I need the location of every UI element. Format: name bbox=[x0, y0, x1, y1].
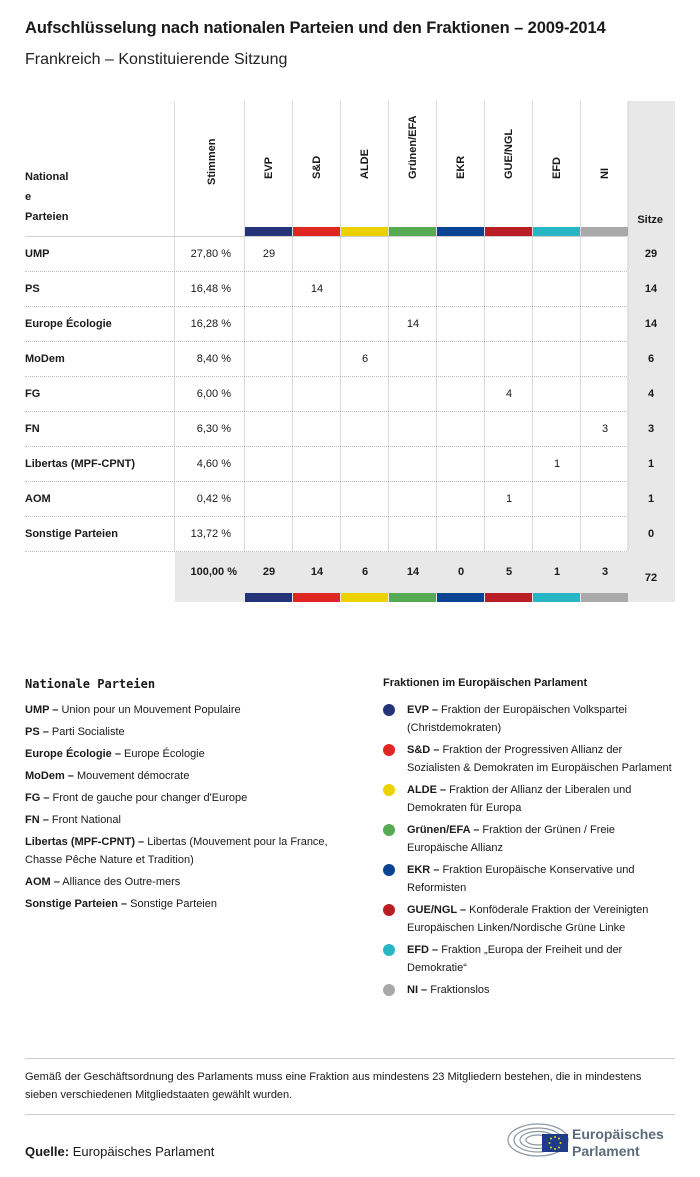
legend-item bbox=[383, 701, 678, 737]
legend-item bbox=[25, 767, 365, 785]
divider bbox=[628, 101, 629, 236]
party-name: FG bbox=[25, 388, 41, 400]
divider bbox=[244, 101, 245, 236]
legend-abbr: ALDE – bbox=[407, 784, 447, 796]
divider bbox=[388, 101, 389, 236]
legend-abbr: Sonstige Parteien – bbox=[25, 898, 128, 910]
legend-item bbox=[25, 873, 365, 891]
divider bbox=[388, 237, 389, 271]
table-row bbox=[25, 237, 675, 272]
vote-share: 0,42 % bbox=[196, 493, 231, 505]
group-color-bar bbox=[389, 593, 436, 602]
total-cell: 6 bbox=[361, 566, 369, 578]
vote-share: 8,40 % bbox=[196, 353, 231, 365]
divider bbox=[340, 517, 341, 551]
group-column-header: Grünen/EFA bbox=[407, 115, 419, 179]
divider bbox=[436, 272, 437, 306]
divider bbox=[292, 412, 293, 446]
total-cell: 3 bbox=[601, 566, 609, 578]
divider bbox=[580, 307, 581, 341]
total-cell: 0 bbox=[457, 566, 465, 578]
divider bbox=[244, 447, 245, 481]
group-color-bar bbox=[293, 227, 340, 236]
seat-total: 0 bbox=[647, 528, 655, 540]
group-color-bar bbox=[389, 227, 436, 236]
group-color-bar bbox=[437, 593, 484, 602]
seat-total: 1 bbox=[647, 458, 655, 470]
legend-abbr: EVP – bbox=[407, 704, 438, 716]
divider bbox=[484, 307, 485, 341]
total-cell: 29 bbox=[262, 566, 276, 578]
source-line bbox=[25, 1144, 214, 1159]
table-row bbox=[25, 517, 675, 552]
seat-cell: 6 bbox=[361, 353, 369, 365]
vote-share: 16,28 % bbox=[190, 318, 231, 330]
page-subtitle: Frankreich – Konstituierende Sitzung bbox=[25, 51, 288, 68]
group-color-bar bbox=[245, 593, 292, 602]
divider bbox=[484, 342, 485, 376]
legend-text: Mouvement démocrate bbox=[73, 770, 190, 782]
divider bbox=[580, 272, 581, 306]
legend-abbr: AOM – bbox=[25, 876, 60, 888]
group-color-bar bbox=[533, 227, 580, 236]
divider bbox=[484, 447, 485, 481]
legend-abbr: FN – bbox=[25, 814, 49, 826]
divider bbox=[484, 237, 485, 271]
divider bbox=[436, 517, 437, 551]
legend-item bbox=[25, 895, 365, 913]
divider bbox=[388, 482, 389, 516]
divider bbox=[292, 447, 293, 481]
legend-text: Front National bbox=[48, 814, 121, 826]
group-column-header: ALDE bbox=[359, 149, 371, 179]
vote-share: 27,80 % bbox=[190, 248, 231, 260]
footnote: Gemäß der Geschäftsordnung des Parlaments muss eine Fraktion aus mindestens 23 Mitgliedern bestehen, die in mindestens sieben verschiedenen Mitgliedstaaten gewählt wurden. bbox=[25, 1058, 675, 1115]
divider bbox=[244, 482, 245, 516]
divider bbox=[532, 272, 533, 306]
source-label: Quelle: bbox=[25, 1144, 70, 1159]
legend-abbr: NI – bbox=[407, 984, 428, 996]
divider bbox=[436, 101, 437, 236]
color-dot-icon bbox=[383, 904, 395, 916]
legend-abbr: GUE/NGL – bbox=[407, 904, 467, 916]
vote-share: 6,30 % bbox=[196, 423, 231, 435]
divider bbox=[292, 517, 293, 551]
table-row bbox=[25, 447, 675, 482]
group-color-bar bbox=[341, 227, 388, 236]
group-color-bar bbox=[485, 227, 532, 236]
seat-cell: 14 bbox=[406, 318, 420, 330]
divider bbox=[436, 412, 437, 446]
legend-abbr: Europe Écologie – bbox=[25, 748, 121, 760]
vote-share: 16,48 % bbox=[190, 283, 231, 295]
divider bbox=[580, 377, 581, 411]
total-cell: 1 bbox=[553, 566, 561, 578]
total-cell: 5 bbox=[505, 566, 513, 578]
group-color-bar bbox=[437, 227, 484, 236]
total-votes: 100,00 % bbox=[190, 566, 237, 578]
group-color-bar bbox=[245, 227, 292, 236]
page-title: Aufschlüsselung nach nationalen Parteien und den Fraktionen – 2009-2014 bbox=[25, 19, 606, 37]
divider bbox=[532, 517, 533, 551]
results-table bbox=[25, 101, 675, 602]
legend-abbr: EKR – bbox=[407, 864, 440, 876]
legend-abbr: EFD – bbox=[407, 944, 439, 956]
party-name: Sonstige Parteien bbox=[25, 528, 118, 540]
legend-text: Konföderale Fraktion der Vereinigten Europäischen Linken/Nordische Grüne Linke bbox=[407, 904, 649, 934]
group-column-header: S&D bbox=[311, 155, 323, 179]
legend-text: Union pour un Mouvement Populaire bbox=[58, 704, 241, 716]
divider bbox=[484, 101, 485, 236]
legend-item bbox=[25, 701, 365, 719]
group-color-bar bbox=[581, 227, 628, 236]
group-color-bar bbox=[341, 593, 388, 602]
legend-item bbox=[383, 981, 678, 999]
vote-share: 4,60 % bbox=[196, 458, 231, 470]
divider bbox=[388, 447, 389, 481]
color-dot-icon bbox=[383, 944, 395, 956]
legend-item bbox=[25, 745, 365, 763]
divider bbox=[580, 517, 581, 551]
legend-item bbox=[25, 811, 365, 829]
divider bbox=[244, 342, 245, 376]
legend-item bbox=[383, 821, 678, 857]
seat-cell: 3 bbox=[601, 423, 609, 435]
divider bbox=[532, 342, 533, 376]
groups-legend bbox=[383, 677, 678, 1003]
divider bbox=[340, 377, 341, 411]
legend-text: Fraktion der Grünen / Freie Europäische Allianz bbox=[407, 824, 616, 854]
party-name: FN bbox=[25, 423, 40, 435]
logo-line-2: Parlament bbox=[572, 1143, 640, 1159]
divider bbox=[244, 272, 245, 306]
legend-text: Front de gauche pour changer d'Europe bbox=[49, 792, 248, 804]
legend-text: Fraktion der Europäischen Volkspartei (Christdemokraten) bbox=[407, 704, 627, 734]
legend-item bbox=[25, 833, 365, 869]
table-row bbox=[25, 377, 675, 412]
divider bbox=[340, 482, 341, 516]
divider bbox=[436, 342, 437, 376]
divider bbox=[580, 342, 581, 376]
divider bbox=[388, 517, 389, 551]
divider bbox=[292, 377, 293, 411]
divider bbox=[532, 101, 533, 236]
divider bbox=[340, 307, 341, 341]
divider bbox=[340, 447, 341, 481]
divider bbox=[340, 237, 341, 271]
legend-item bbox=[383, 941, 678, 977]
legend-text: Fraktionslos bbox=[427, 984, 490, 996]
party-name: UMP bbox=[25, 248, 50, 260]
color-dot-icon bbox=[383, 984, 395, 996]
divider bbox=[532, 237, 533, 271]
legend-text: Europe Écologie bbox=[120, 748, 205, 760]
divider bbox=[244, 307, 245, 341]
legend-text: Fraktion der Progressiven Allianz der Sozialisten & Demokraten im Europäischen Parlament bbox=[407, 744, 672, 774]
divider bbox=[388, 377, 389, 411]
divider bbox=[532, 412, 533, 446]
divider bbox=[580, 237, 581, 271]
legend-abbr: S&D – bbox=[407, 744, 440, 756]
table-row bbox=[25, 272, 675, 307]
seat-cell: 1 bbox=[505, 493, 513, 505]
group-column-header: NI bbox=[599, 168, 611, 179]
divider bbox=[436, 377, 437, 411]
seat-total: 3 bbox=[647, 423, 655, 435]
divider bbox=[532, 307, 533, 341]
total-row bbox=[25, 552, 675, 602]
divider bbox=[292, 342, 293, 376]
seat-total: 4 bbox=[647, 388, 655, 400]
legend-item bbox=[383, 781, 678, 817]
seat-total: 14 bbox=[644, 283, 658, 295]
national-parties-legend bbox=[25, 677, 365, 917]
party-name: Libertas (MPF-CPNT) bbox=[25, 458, 135, 470]
parliament-logo bbox=[506, 1120, 678, 1164]
color-dot-icon bbox=[383, 864, 395, 876]
legend-abbr: FG – bbox=[25, 792, 50, 804]
divider bbox=[388, 272, 389, 306]
seat-total: 1 bbox=[647, 493, 655, 505]
divider bbox=[436, 237, 437, 271]
divider bbox=[580, 101, 581, 236]
divider bbox=[340, 412, 341, 446]
votes-column-header: Stimmen bbox=[206, 138, 218, 185]
divider bbox=[244, 412, 245, 446]
seat-cell: 14 bbox=[310, 283, 324, 295]
group-column-header: EKR bbox=[455, 155, 467, 179]
seats-column-header: Sitze bbox=[637, 214, 663, 226]
table-row bbox=[25, 342, 675, 377]
divider bbox=[292, 307, 293, 341]
legend-text: Fraktion Europäische Konservative und Reformisten bbox=[407, 864, 635, 894]
group-column-header: EVP bbox=[263, 156, 275, 179]
legend-text: Parti Socialiste bbox=[48, 726, 125, 738]
legend-text: Libertas (Mouvement pour la France, Chasse Pêche Nature et Tradition) bbox=[25, 836, 328, 866]
vote-share: 13,72 % bbox=[190, 528, 231, 540]
legend-abbr: UMP – bbox=[25, 704, 59, 716]
party-name: PS bbox=[25, 283, 40, 295]
legend-text: Alliance des Outre-mers bbox=[59, 876, 181, 888]
legend-heading: Fraktionen im Europäischen Parlament bbox=[383, 677, 588, 689]
legend-abbr: Grünen/EFA – bbox=[407, 824, 480, 836]
legend-text: Fraktion der Allianz der Liberalen und Demokraten für Europa bbox=[407, 784, 632, 814]
party-name: Europe Écologie bbox=[25, 318, 112, 330]
source-text: Europäisches Parlament bbox=[69, 1144, 215, 1159]
color-dot-icon bbox=[383, 824, 395, 836]
parliament-hemicycle-icon bbox=[506, 1120, 570, 1160]
legend-abbr: MoDem – bbox=[25, 770, 74, 782]
table-header bbox=[25, 101, 675, 237]
group-color-bar bbox=[533, 593, 580, 602]
color-dot-icon bbox=[383, 704, 395, 716]
divider bbox=[436, 482, 437, 516]
legend-abbr: Libertas (MPF-CPNT) – bbox=[25, 836, 145, 848]
party-name: AOM bbox=[25, 493, 51, 505]
legend-text: Sonstige Parteien bbox=[127, 898, 217, 910]
table-row bbox=[25, 307, 675, 342]
divider bbox=[388, 412, 389, 446]
logo-text bbox=[572, 1126, 664, 1160]
legend-text: Fraktion „Europa der Freiheit und der Demokratie“ bbox=[407, 944, 623, 974]
total-seats: 72 bbox=[644, 572, 658, 584]
party-column-header: National e Parteien bbox=[25, 171, 69, 223]
table-row bbox=[25, 412, 675, 447]
legend-item bbox=[383, 861, 678, 897]
divider bbox=[580, 482, 581, 516]
seat-cell: 29 bbox=[262, 248, 276, 260]
legend-item bbox=[383, 741, 678, 777]
divider bbox=[292, 101, 293, 236]
legend-item bbox=[25, 723, 365, 741]
vote-share: 6,00 % bbox=[196, 388, 231, 400]
legend-item bbox=[383, 901, 678, 937]
table-row bbox=[25, 482, 675, 517]
seat-cell: 1 bbox=[553, 458, 561, 470]
divider bbox=[484, 517, 485, 551]
divider bbox=[244, 517, 245, 551]
divider bbox=[244, 377, 245, 411]
total-cell: 14 bbox=[310, 566, 324, 578]
group-color-bar bbox=[293, 593, 340, 602]
group-column-header: EFD bbox=[551, 157, 563, 179]
legend-abbr: PS – bbox=[25, 726, 49, 738]
divider bbox=[484, 412, 485, 446]
divider bbox=[174, 101, 175, 236]
divider bbox=[484, 272, 485, 306]
seat-total: 29 bbox=[644, 248, 658, 260]
group-color-bar bbox=[485, 593, 532, 602]
divider bbox=[340, 101, 341, 236]
group-color-bar bbox=[581, 593, 628, 602]
divider bbox=[436, 447, 437, 481]
seat-total: 14 bbox=[644, 318, 658, 330]
color-dot-icon bbox=[383, 744, 395, 756]
divider bbox=[292, 482, 293, 516]
legend-item bbox=[25, 789, 365, 807]
seat-total: 6 bbox=[647, 353, 655, 365]
color-dot-icon bbox=[383, 784, 395, 796]
total-cell: 14 bbox=[406, 566, 420, 578]
party-name: MoDem bbox=[25, 353, 65, 365]
seat-cell: 4 bbox=[505, 388, 513, 400]
logo-line-1: Europäisches bbox=[572, 1126, 664, 1142]
group-column-header: GUE/NGL bbox=[503, 128, 515, 179]
legend-heading: Nationale Parteien bbox=[25, 677, 156, 691]
